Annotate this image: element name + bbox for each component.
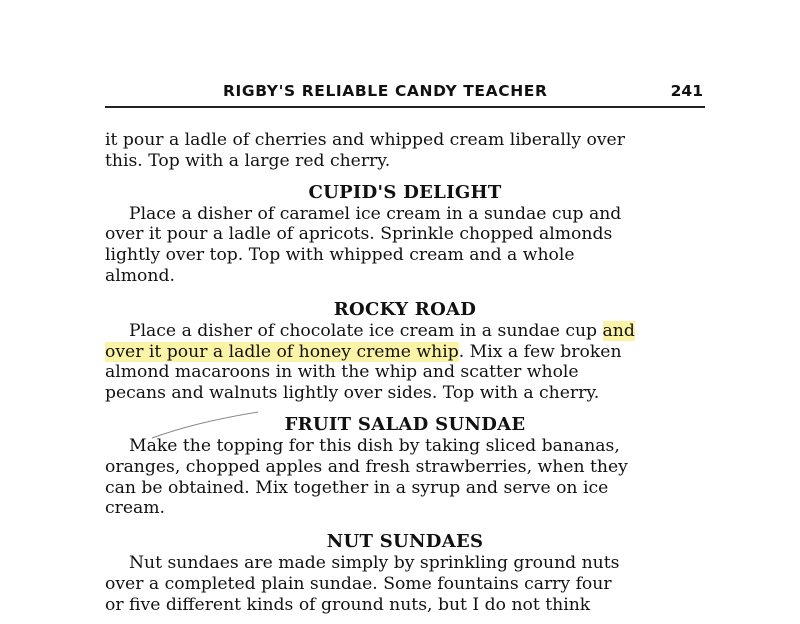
- recipe-paragraph-cupids-delight: [105, 204, 705, 287]
- text-line: Make the topping for this dish by taking sliced bananas,: [129, 435, 620, 456]
- text-line: oranges, chopped apples and fresh strawberries, when they: [105, 456, 628, 477]
- text-line: [105, 321, 705, 342]
- text-segment: Place a disher of chocolate ice cream in a sundae cup: [129, 320, 603, 341]
- recipe-paragraph-rocky-road: [105, 321, 705, 404]
- recipe-heading-rocky-road: ROCKY ROAD: [333, 298, 477, 320]
- text-line: almond macaroons in with the whip and scatter whole: [105, 362, 579, 383]
- page-number: 241: [670, 82, 703, 100]
- text-segment: . Mix a few broken: [458, 341, 622, 362]
- text-line: Place a disher of caramel ice cream in a sundae cup and: [129, 203, 622, 224]
- page-body: [105, 130, 705, 616]
- text-line: over a completed plain sundae. Some fountains carry four: [105, 573, 612, 594]
- recipe-paragraph-nut-sundaes: [105, 553, 705, 615]
- text-line: over it pour a ladle of apricots. Sprinkle chopped almonds: [105, 224, 613, 245]
- text-line: lightly over top. Top with whipped cream and a whole: [105, 245, 575, 266]
- text-line: it pour a ladle of cherries and whipped cream liberally over: [105, 130, 625, 150]
- recipe-heading-cupids-delight: CUPID'S DELIGHT: [308, 181, 502, 203]
- text-line: Nut sundaes are made simply by sprinkling ground nuts: [129, 553, 620, 574]
- text-line: almond.: [105, 265, 175, 286]
- text-line: or five different kinds of ground nuts, but I do not think: [105, 594, 591, 615]
- text-line: can be obtained. Mix together in a syrup and serve on ice: [105, 477, 609, 498]
- recipe-heading-fruit-salad-sundae: FRUIT SALAD SUNDAE: [284, 413, 526, 435]
- highlighted-text: over it pour a ladle of honey creme whip: [105, 341, 459, 362]
- text-line: [105, 342, 705, 363]
- text-line: pecans and walnuts lightly over sides. Top with a cherry.: [105, 383, 600, 404]
- pencil-stroke-icon: [150, 410, 260, 440]
- running-header: [105, 80, 705, 108]
- book-title: RIGBY'S RELIABLE CANDY TEACHER: [223, 82, 548, 100]
- recipe-heading-nut-sundaes: NUT SUNDAES: [326, 531, 484, 553]
- continued-paragraph: [105, 130, 705, 172]
- recipe-paragraph-fruit-salad-sundae: [105, 436, 705, 519]
- text-line: cream.: [105, 498, 166, 519]
- highlighted-text: and: [602, 320, 635, 341]
- text-line: this. Top with a large red cherry.: [105, 150, 391, 171]
